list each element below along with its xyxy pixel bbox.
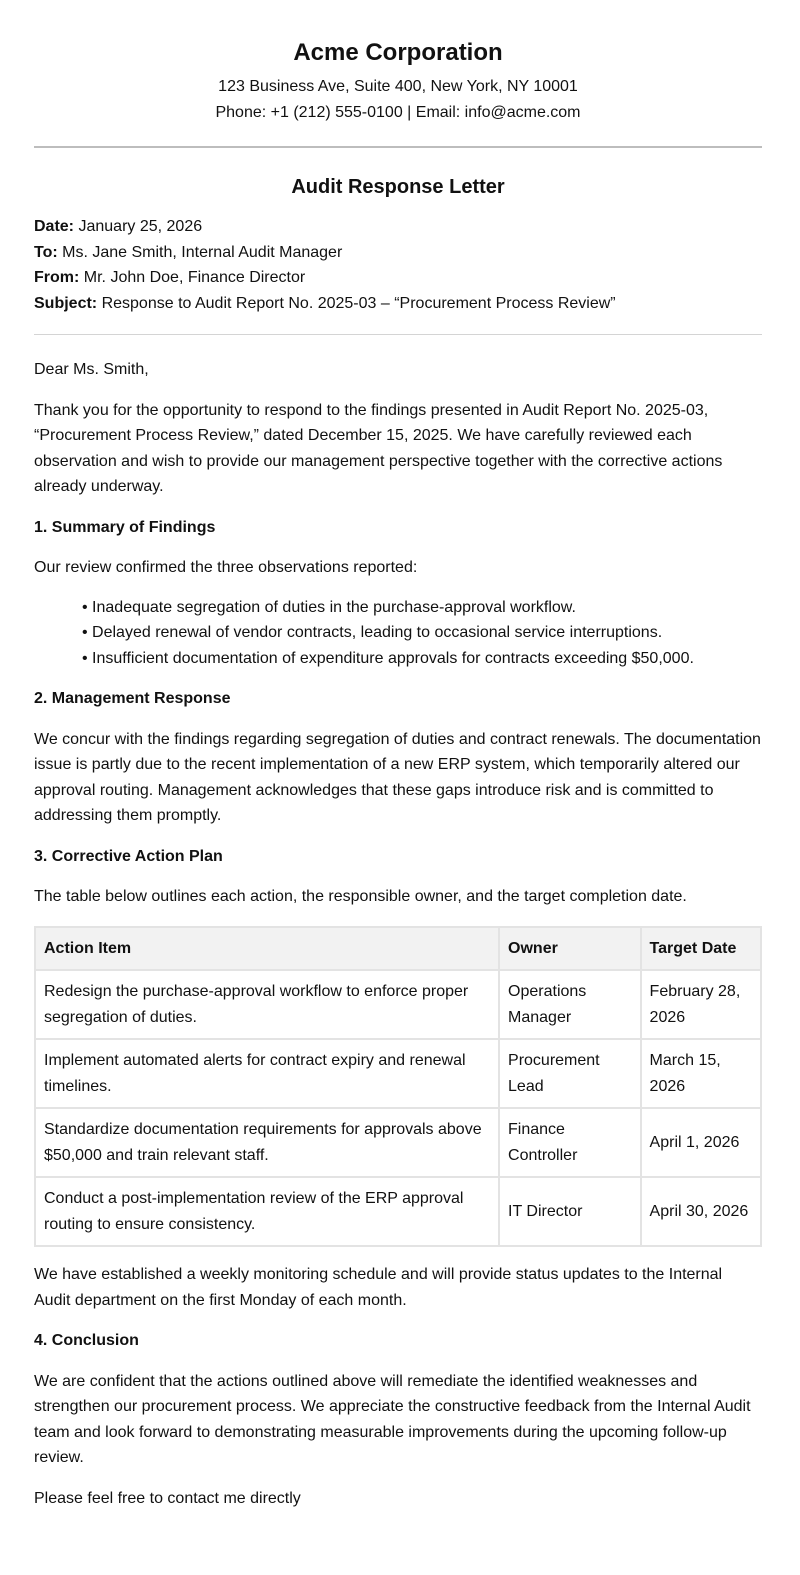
- cell-target-date: April 1, 2026: [641, 1108, 761, 1177]
- column-header-owner: Owner: [499, 927, 641, 971]
- header-divider: [34, 146, 762, 148]
- salutation: Dear Ms. Smith,: [34, 361, 149, 378]
- company-contact: Phone: +1 (212) 555-0100 | Email: info@acme.com: [215, 104, 581, 121]
- meta-divider: [34, 334, 762, 335]
- column-header-action-item: Action Item: [35, 927, 499, 971]
- document-title: Audit Response Letter: [291, 176, 505, 198]
- cell-owner: Procurement Lead: [499, 1039, 641, 1108]
- meta-from: [34, 265, 762, 291]
- meta-subject: [34, 291, 762, 317]
- action-plan-intro: The table below outlines each action, the responsible owner, and the target completion date.: [34, 888, 687, 905]
- meta-subject-value: Response to Audit Report No. 2025-03 – “Procurement Process Review”: [101, 294, 616, 312]
- management-response-paragraph: We concur with the findings regarding segregation of duties and contract renewals. The documentation issue is partly due to the recent implementation of a new ERP system, which temporarily altered our approval routing. Management acknowledges that these gaps introduce risk and is committed to addressing them promptly.: [34, 730, 761, 824]
- section-heading-management-response: 2. Management Response: [34, 690, 231, 707]
- findings-intro: Our review confirmed the three observations reported:: [34, 559, 418, 576]
- cell-target-date: March 15, 2026: [641, 1039, 761, 1108]
- action-plan-table: [34, 926, 762, 1248]
- cell-target-date: April 30, 2026: [641, 1177, 761, 1246]
- letterhead: [34, 0, 762, 126]
- table-row: [35, 1039, 761, 1108]
- monitoring-paragraph: We have established a weekly monitoring schedule and will provide status updates to the Internal Audit department on the first Monday of each month.: [34, 1266, 723, 1309]
- letter-meta: [34, 214, 762, 334]
- meta-to: [34, 240, 762, 266]
- cell-action-item: Implement automated alerts for contract expiry and renewal timelines.: [35, 1039, 499, 1108]
- table-row: [35, 1108, 761, 1177]
- company-name: Acme Corporation: [293, 39, 503, 66]
- section-heading-conclusion: 4. Conclusion: [34, 1332, 139, 1349]
- meta-subject-label: Subject:: [34, 294, 98, 312]
- cell-owner: Operations Manager: [499, 970, 641, 1039]
- cell-owner: Finance Controller: [499, 1108, 641, 1177]
- column-header-target-date: Target Date: [641, 927, 761, 971]
- cell-action-item: Conduct a post-implementation review of the ERP approval routing to ensure consistency.: [35, 1177, 499, 1246]
- cell-action-item: Standardize documentation requirements for approvals above $50,000 and train relevant staff.: [35, 1108, 499, 1177]
- list-item: • Inadequate segregation of duties in the purchase-approval workflow.: [82, 595, 762, 621]
- conclusion-paragraph: We are confident that the actions outlined above will remediate the identified weaknesses and strengthen our procurement process. We appreciate the constructive feedback from the Internal Audit team and look forward to demonstrating measurable improvements during the upcoming follow-up review.: [34, 1372, 751, 1466]
- meta-to-value: Ms. Jane Smith, Internal Audit Manager: [62, 243, 343, 261]
- meta-from-value: Mr. John Doe, Finance Director: [83, 269, 306, 286]
- cell-owner: IT Director: [499, 1177, 641, 1246]
- company-address: 123 Business Ave, Suite 400, New York, NY 10001: [218, 78, 578, 95]
- meta-date-value: January 25, 2026: [78, 218, 203, 235]
- meta-to-label: To:: [34, 243, 58, 261]
- section-heading-findings: 1. Summary of Findings: [34, 518, 216, 536]
- meta-date: [34, 214, 762, 240]
- list-item: • Insufficient documentation of expenditure approvals for contracts exceeding $50,000.: [82, 646, 762, 672]
- cell-action-item: Redesign the purchase-approval workflow to enforce proper segregation of duties.: [35, 970, 499, 1039]
- list-item: • Delayed renewal of vendor contracts, leading to occasional service interruptions.: [82, 620, 762, 646]
- intro-paragraph: Thank you for the opportunity to respond to the findings presented in Audit Report No. 2025-03, “Procurement Process Review,” dated December 15, 2025. We have carefully reviewed each observation and wish to provide our management perspective together with the corrective actions already underway.: [34, 401, 723, 495]
- meta-date-label: Date:: [34, 218, 75, 235]
- table-row: [35, 970, 761, 1039]
- table-row: [35, 1177, 761, 1246]
- meta-from-label: From:: [34, 269, 80, 286]
- section-heading-action-plan: 3. Corrective Action Plan: [34, 847, 223, 865]
- findings-list: [34, 595, 762, 672]
- table-header-row: [35, 927, 761, 971]
- closing-line: Please feel free to contact me directly: [34, 1489, 301, 1507]
- cell-target-date: February 28, 2026: [641, 970, 761, 1039]
